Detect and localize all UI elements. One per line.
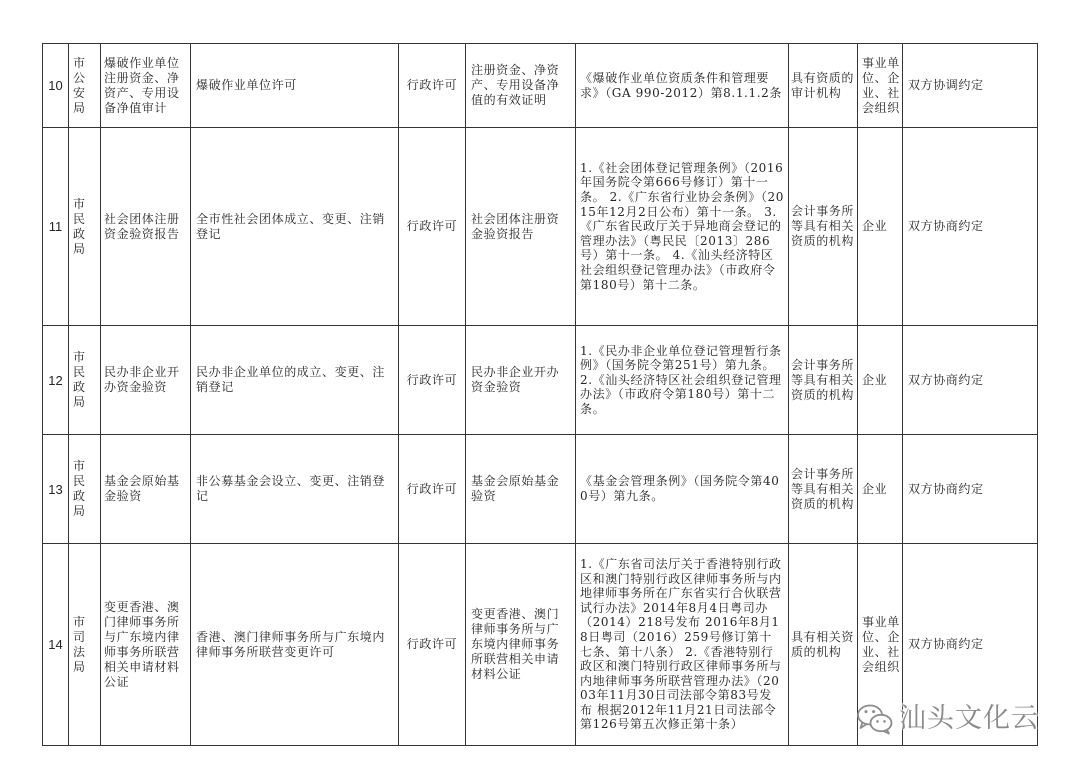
legal-basis: 1.《社会团体登记管理条例》（2016年国务院令第666号修订）第十一条。 2.《广东省行业协会条例》（2015年12月2日公布）第十一条。 3.《广东省民政厅关于异地商会登记的管理办法》（粤民民〔2013〕286号）第十一条。 4.《汕头经济特区社会组织登记管理办法》（市政府令第180号）第十二条。 — [576, 128, 789, 326]
service-target: 企业 — [858, 435, 903, 544]
approval-category: 行政许可 — [399, 44, 466, 128]
department: 市司法局 — [69, 544, 101, 746]
item-number: 11 — [43, 128, 69, 326]
required-document: 基金会原始基金验资 — [466, 435, 576, 544]
approval-matter: 爆破作业单位许可 — [191, 44, 399, 128]
fee-standard: 双方协商约定 — [903, 435, 1038, 544]
required-document: 注册资金、净资产、专用设备净值的有效证明 — [466, 44, 576, 128]
service-provider: 会计事务所等具有相关资质的机构 — [789, 128, 858, 326]
legal-basis: 《基金会管理条例》（国务院令第400号）第九条。 — [576, 435, 789, 544]
table-row — [43, 435, 1038, 544]
watermark — [856, 701, 1039, 737]
table-row — [43, 326, 1038, 435]
fee-standard: 双方协商约定 — [903, 544, 1038, 746]
service-target: 事业单位、企业、社会组织 — [858, 544, 903, 746]
item-number: 13 — [43, 435, 69, 544]
required-document: 变更香港、澳门律师事务所与广东境内律师事务所联营相关申请材料公证 — [466, 544, 576, 746]
approval-matter: 全市性社会团体成立、变更、注销登记 — [191, 128, 399, 326]
intermediary-service: 社会团体注册资金验资报告 — [101, 128, 191, 326]
intermediary-service: 变更香港、澳门律师事务所与广东境内律师事务所联营相关申请材料公证 — [101, 544, 191, 746]
approval-category: 行政许可 — [399, 544, 466, 746]
required-document: 民办非企业开办资金验资 — [466, 326, 576, 435]
fee-standard: 双方协商约定 — [903, 326, 1038, 435]
service-table — [42, 43, 1038, 746]
service-provider: 具有资质的审计机构 — [789, 44, 858, 128]
service-target: 企业 — [858, 128, 903, 326]
document-sheet — [42, 43, 1038, 746]
department: 市民政局 — [69, 326, 101, 435]
approval-matter: 非公募基金会设立、变更、注销登记 — [191, 435, 399, 544]
watermark-text: 汕头文化云 — [899, 703, 1039, 734]
approval-category: 行政许可 — [399, 128, 466, 326]
table-row — [43, 44, 1038, 128]
approval-category: 行政许可 — [399, 435, 466, 544]
department: 市公安局 — [69, 44, 101, 128]
service-provider: 会计事务所等具有相关资质的机构 — [789, 326, 858, 435]
approval-matter: 民办非企业单位的成立、变更、注销登记 — [191, 326, 399, 435]
fee-standard: 双方协商约定 — [903, 128, 1038, 326]
table-row — [43, 128, 1038, 326]
legal-basis: 1.《民办非企业单位登记管理暂行条例》（国务院令第251号）第九条。 2.《汕头经济特区社会组织登记管理办法》（市政府令第180号）第十二条。 — [576, 326, 789, 435]
department: 市民政局 — [69, 128, 101, 326]
approval-matter: 香港、澳门律师事务所与广东境内律师事务所联营变更许可 — [191, 544, 399, 746]
item-number: 14 — [43, 544, 69, 746]
legal-basis: 《爆破作业单位资质条件和管理要求》（GA 990-2012）第8.1.1.2条 — [576, 44, 789, 128]
intermediary-service: 民办非企业开办资金验资 — [101, 326, 191, 435]
intermediary-service: 爆破作业单位注册资金、净资产、专用设备净值审计 — [101, 44, 191, 128]
service-target: 事业单位、企业、社会组织 — [858, 44, 903, 128]
service-provider: 会计事务所等具有相关资质的机构 — [789, 435, 858, 544]
item-number: 12 — [43, 326, 69, 435]
department: 市民政局 — [69, 435, 101, 544]
service-target: 企业 — [858, 326, 903, 435]
item-number: 10 — [43, 44, 69, 128]
service-provider: 具有相关资质的机构 — [789, 544, 858, 746]
fee-standard: 双方协调约定 — [903, 44, 1038, 128]
required-document: 社会团体注册资金验资报告 — [466, 128, 576, 326]
intermediary-service: 基金会原始基金验资 — [101, 435, 191, 544]
legal-basis: 1.《广东省司法厅关于香港特别行政区和澳门特别行政区律师事务所与内地律师事务所在广东省实行合伙联营试行办法》2014年8月4日粤司办（2014）218号发布 2016年8月18日粤司（2016）259号修订第十七条、第十八条） 2.《香港特别行政区和澳门特别行政区律师事务所与内地律师事务所联营管理办法》（2003年11月30日司法部令第83号发布 根据2012年11月21日司法部令第126号第五次修正第十条） — [576, 544, 789, 746]
approval-category: 行政许可 — [399, 326, 466, 435]
wechat-icon — [856, 703, 894, 735]
